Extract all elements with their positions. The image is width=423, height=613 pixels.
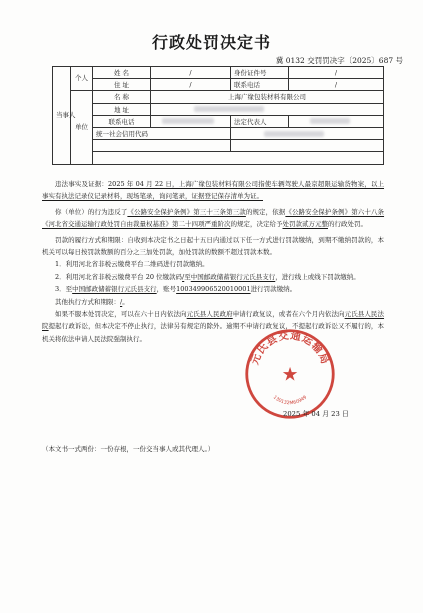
payment-method-text: 至 xyxy=(184,272,191,281)
facts-paragraph xyxy=(42,178,384,203)
redacted-legal-rep xyxy=(310,118,350,124)
payment-code: / xyxy=(182,272,185,281)
review-authority: 元氏县人民政府 xyxy=(186,310,233,319)
facts-evidence: 京超限运输货物案，以上事实有执法记录仪记录材料，现场笔录，询问笔录，证据登记保存清单为证。 xyxy=(42,180,385,201)
decision-date: 2025 年 04 月 23 日 xyxy=(283,410,349,418)
spacer-cell xyxy=(231,140,384,152)
bank-name: 中国邮政储蓄银行元氏县支行 xyxy=(190,272,276,281)
individual-phone-label: 联系电话 xyxy=(231,79,289,91)
court-name: 元氏县人民法院 xyxy=(42,310,385,331)
document-body xyxy=(42,178,384,345)
payment-method-text: ，进行线上或线下罚款缴纳。 xyxy=(275,272,360,281)
page-title: 行政处罚决定书 xyxy=(151,33,271,52)
legal-rep-value xyxy=(289,115,384,127)
party-table xyxy=(52,66,384,165)
other-execution-end: 。 xyxy=(122,297,129,306)
payment-method-text: 进行罚款缴纳。 xyxy=(250,285,297,294)
seal-code: 130132M60949 xyxy=(271,395,309,407)
credit-code-value xyxy=(231,127,384,139)
entity-name-value: 上海广缘包装材料有限公司 xyxy=(151,91,384,103)
violation-text: 你（单位）的行为违反了 xyxy=(55,207,128,216)
bank-name: 中国邮政储蓄银行元氏县支行 xyxy=(72,285,157,294)
basis-law: 《公路安全保护条例》第六十八条《河北省交通运输行政处罚自由裁量权基准》第二十四项严重阶次 xyxy=(42,207,385,229)
payment-method-text: 3．至 xyxy=(55,285,73,294)
appeal-paragraph xyxy=(42,308,384,345)
individual-name-label: 姓 名 xyxy=(93,67,151,79)
spacer-cell xyxy=(93,140,231,152)
payment-method-3 xyxy=(42,283,384,295)
entity-label: 单位 xyxy=(71,91,93,164)
party-label: 当事人 xyxy=(53,67,71,165)
legal-rep-label: 法定代表人 xyxy=(231,115,289,127)
bank-account: 100349906520010001 xyxy=(176,285,251,294)
individual-address-label: 住 址 xyxy=(93,79,151,91)
violation-paragraph xyxy=(42,206,384,231)
violated-law: 《公路安全保护条例》第三十三条第三款 xyxy=(127,207,246,216)
appeal-text: 提起行政诉讼，但本决定不停止执行，法律另有规定的除外。逾期不申请行政复议，不提起行政诉讼又不履行的，本机关将依法申请人民法院强制执行。 xyxy=(42,322,385,343)
payment-method-1: 1．利用河北省非税云缴费平台二维码进行罚款缴纳。 xyxy=(55,260,209,269)
violation-text: 的行政处罚。 xyxy=(328,220,367,229)
entity-address-label: 地 址 xyxy=(93,103,151,115)
facts-text: 2025 年 04 月 22 日，上海广缘包装材料有限公司指使车辆驾驶人最 xyxy=(108,180,312,188)
individual-address-value: / xyxy=(151,79,231,91)
seal-text: 元氏县交通运输局 xyxy=(248,329,332,367)
other-execution-value: / xyxy=(120,297,123,306)
redacted-address xyxy=(194,106,264,112)
individual-phone-value: / xyxy=(289,79,384,91)
copies-note: （本文书一式两份：一份存根，一份交当事人或其代理人。） xyxy=(42,445,215,453)
redacted-phone xyxy=(162,118,214,124)
entity-phone-value xyxy=(151,115,231,127)
individual-name-value: / xyxy=(151,67,231,79)
payment-terms-paragraph: 罚款的履行方式和期限：自收到本决定书之日起十五日内通过以下任一方式进行罚款缴纳，到期不缴纳罚款的，本机关可以每日按罚款数额的百分之三加处罚款，加处罚款的数额不超过罚款本数。 xyxy=(42,235,384,257)
penalty-amount: 处罚款贰万元整 xyxy=(282,220,328,229)
appeal-text: 申请行政复议，或者在六个月内依法向 xyxy=(232,310,345,319)
credit-code-label: 统一社会信用代码 xyxy=(93,127,231,139)
spacer-cell xyxy=(93,152,384,164)
other-execution-paragraph xyxy=(42,296,384,308)
other-execution-label: 其他执行方式和期限： xyxy=(55,297,120,306)
entity-phone-label: 联系电话 xyxy=(93,115,151,127)
payment-method-text: 2．利用河北省非税云缴费平台 20 位缴款码 xyxy=(55,272,183,281)
seal-star: ★ xyxy=(281,364,299,386)
violation-text: 的规定，依据 xyxy=(245,207,286,216)
id-number-label: 身份证件号 xyxy=(231,67,289,79)
facts-heading: 违法事实及证据： xyxy=(55,180,109,188)
payment-method-text: ，账号 xyxy=(156,285,177,294)
individual-label: 个人 xyxy=(71,67,93,91)
appeal-text: 如果不服本处罚决定，可以在六十日内依法向 xyxy=(55,310,187,319)
redacted-credit-code xyxy=(264,131,324,137)
entity-name-label: 名 称 xyxy=(93,91,151,103)
id-number-value: / xyxy=(289,67,384,79)
document-number: 冀 0132 交罚罚决字〔2025〕687 号 xyxy=(275,56,403,65)
payment-method-2 xyxy=(42,271,384,283)
entity-address-value xyxy=(151,103,384,115)
violation-text: 的规定，决定给予 xyxy=(230,220,283,229)
